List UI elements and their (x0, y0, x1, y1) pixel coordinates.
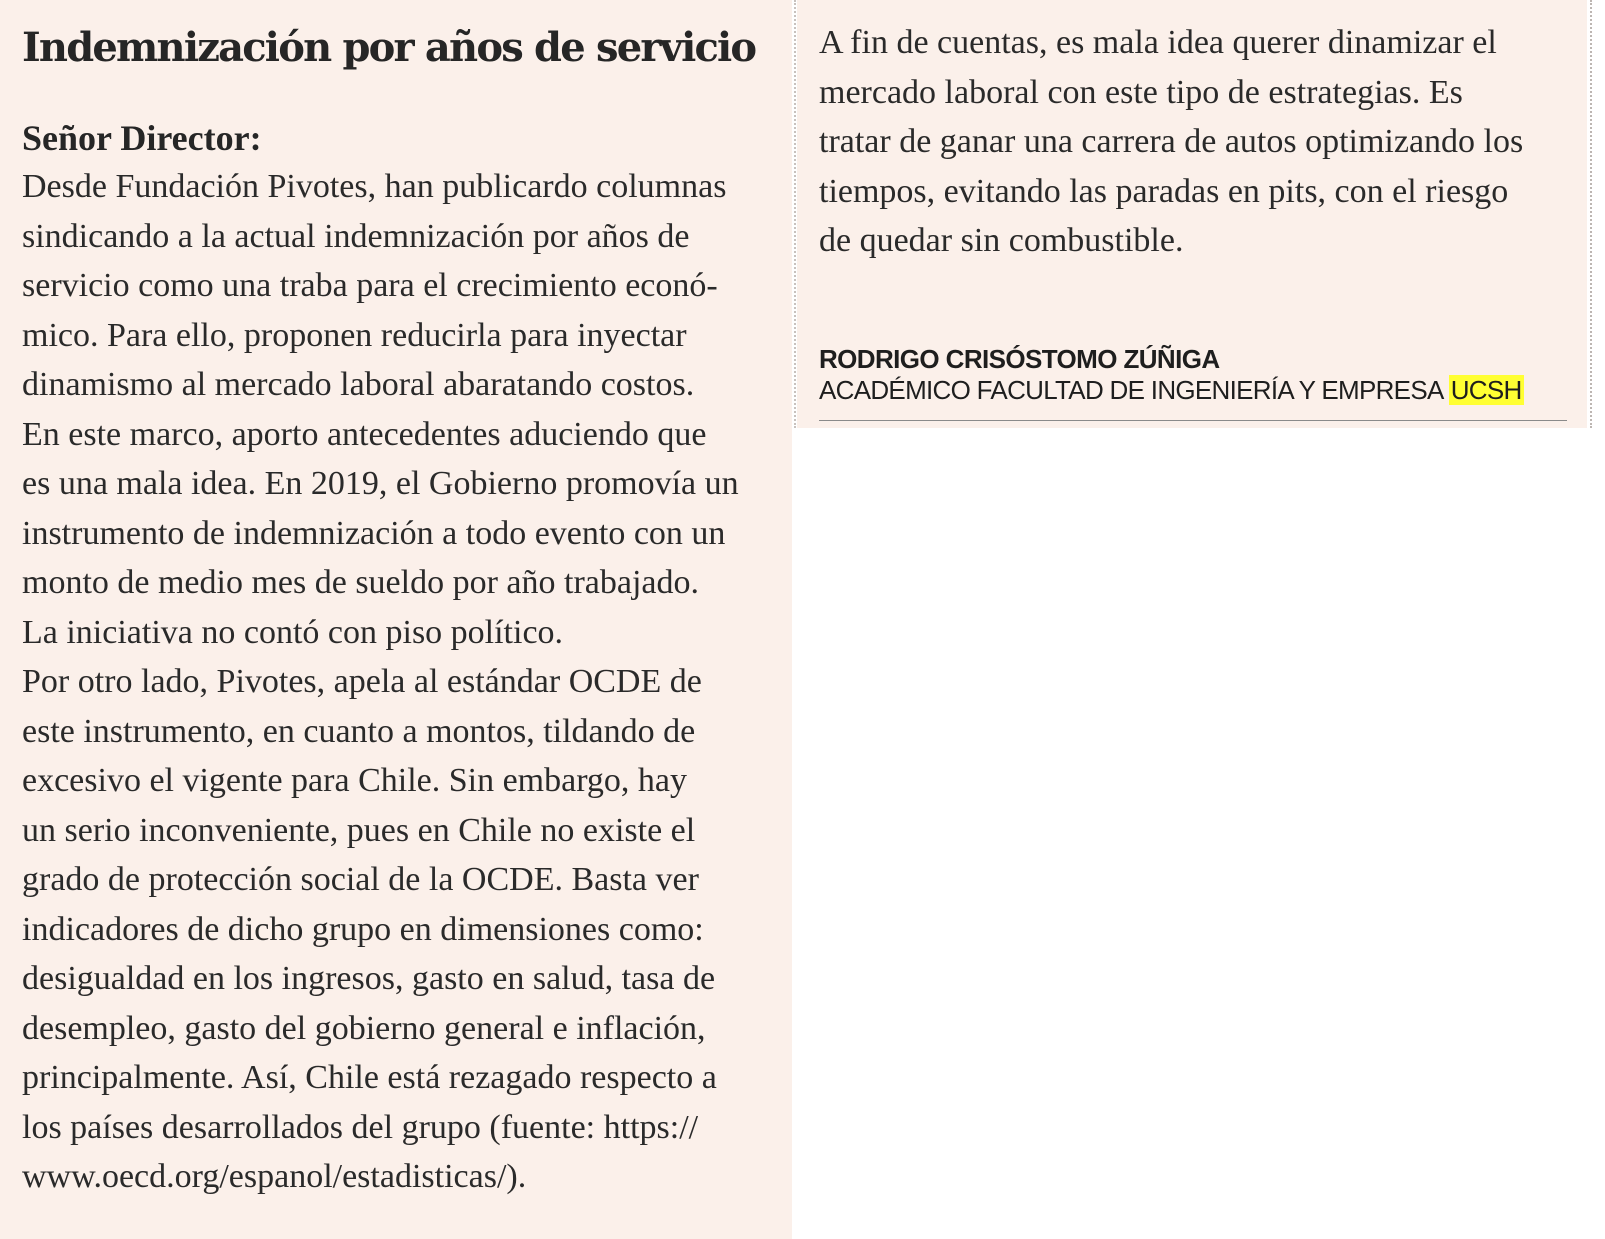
signature-role: ACADÉMICO FACULTAD DE INGENIERÍA Y EMPRESA (819, 374, 1443, 405)
letter-salutation: Señor Director: (22, 118, 262, 158)
signature-institution: UCSH (1450, 374, 1522, 405)
body-line: La iniciativa no contó con piso político. (22, 613, 564, 651)
letter-title: Indemnización por años de servicio (22, 24, 756, 71)
body-line: mico. Para ello, proponen reducirla para inyectar (22, 316, 687, 354)
closing-line: tiempos, evitando las paradas en pits, con el riesgo (819, 172, 1509, 210)
body-line: sindicando a la actual indemnización por años de (22, 217, 690, 255)
body-line: instrumento de indemnización a todo evento con un (22, 514, 726, 552)
body-line: desempleo, gasto del gobierno general e inflación, (22, 1009, 706, 1047)
body-line: principalmente. Así, Chile está rezagado respecto a (22, 1059, 717, 1096)
letter-body (22, 162, 792, 1202)
right-edge-divider (1590, 0, 1592, 428)
body-line: los países desarrollados del grupo (fuente: https:// (22, 1108, 699, 1146)
body-line: Desde Fundación Pivotes, han publicardo columnas (22, 168, 727, 205)
letter-main-column (0, 0, 792, 1239)
closing-line: mercado laboral con este tipo de estrategias. Es (819, 73, 1463, 111)
closing-line: A fin de cuentas, es mala idea querer dinamizar el (819, 24, 1497, 61)
closing-line: tratar de ganar una carrera de autos optimizando los (819, 123, 1524, 160)
signature-role-line (819, 375, 1567, 406)
closing-line: de quedar sin combustible. (819, 222, 1184, 259)
body-line: indicadores de dicho grupo en dimensiones como: (22, 910, 704, 948)
letter-closing (819, 18, 1587, 266)
signature-block (819, 344, 1567, 421)
body-line: En este marco, aporto antecedentes aduciendo que (22, 415, 707, 453)
body-line: un serio inconveniente, pues en Chile no existe el (22, 811, 696, 849)
body-line: dinamismo al mercado laboral abaratando costos. (22, 366, 695, 403)
body-line: www.oecd.org/espanol/estadisticas/). (22, 1158, 527, 1195)
column-divider (794, 0, 796, 428)
body-line: Por otro lado, Pivotes, apela al estándar OCDE de (22, 663, 702, 700)
body-line: grado de protección social de la OCDE. Basta ver (22, 861, 699, 898)
body-line: es una mala idea. En 2019, el Gobierno promovía un (22, 465, 739, 502)
body-line: monto de medio mes de sueldo por año trabajado. (22, 564, 699, 601)
body-line: servicio como una traba para el crecimiento econó- (22, 267, 718, 304)
signature-name: RODRIGO CRISÓSTOMO ZÚÑIGA (819, 343, 1220, 374)
body-line: excesivo el vigente para Chile. Sin embargo, hay (22, 762, 688, 799)
body-line: desigualdad en los ingresos, gasto en salud, tasa de (22, 960, 716, 997)
body-line: este instrumento, en cuanto a montos, tildando de (22, 712, 696, 750)
letter-closing-column (797, 0, 1587, 428)
